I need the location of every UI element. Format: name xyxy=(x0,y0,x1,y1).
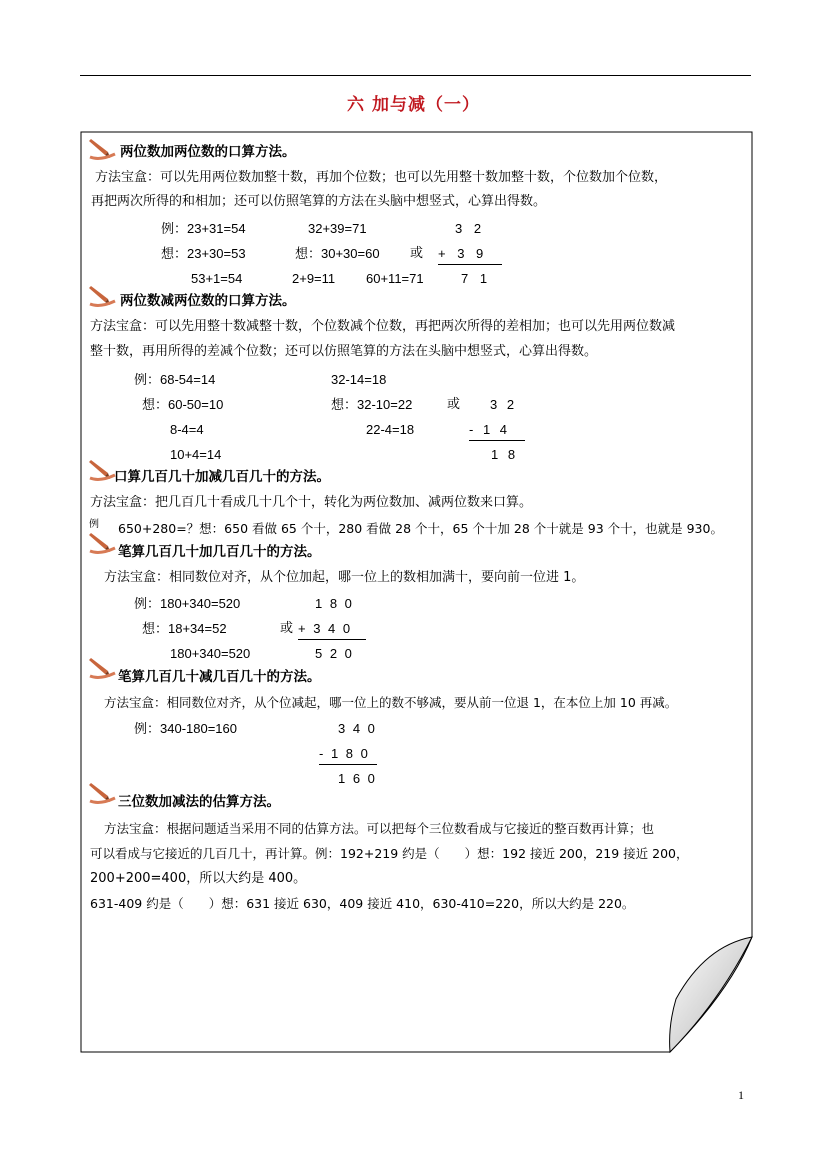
s1-text-2: 再把两次所得的和相加；还可以仿照笔算的方法在头脑中想竖式，心算出得数。 xyxy=(91,194,547,209)
s4-or: 或 xyxy=(280,621,294,636)
pen-writing-icon xyxy=(88,654,118,680)
header-rule xyxy=(80,75,751,76)
s6-text-2: 可以看成与它接近的几百几十，再计算。例：192+219 约是（ ）想：192 接近 200，219 接近 200， xyxy=(90,846,689,861)
pen-writing-icon xyxy=(88,282,118,308)
s1-line3-c: 60+11=71 xyxy=(366,271,424,286)
s1-line3-a: 53+1=54 xyxy=(191,271,243,286)
s1-vertical-top: 3 2 xyxy=(455,221,482,236)
s3-heading: 口算几百几十加减几百几十的方法。 xyxy=(114,469,330,485)
s5-example-a: 例：340-180=160 xyxy=(134,721,237,736)
s1-or: 或 xyxy=(410,246,424,261)
s5-heading: 笔算几百几十减几百几十的方法。 xyxy=(118,669,321,685)
s3-text-1: 方法宝盒：把几百几十看成几十几个十，转化为两位数加、减两位数来口算。 xyxy=(90,495,533,510)
s4-vertical-result: 5 2 0 xyxy=(315,646,352,661)
s2-vertical-result: 1 8 xyxy=(491,447,516,462)
s4-vertical-mid: + 3 4 0 xyxy=(298,620,366,640)
pen-writing-icon xyxy=(88,779,118,805)
pen-writing-icon xyxy=(88,135,118,161)
page-title: 六 加与减（一） xyxy=(347,95,480,115)
s1-example-b: 32+39=71 xyxy=(308,221,367,236)
s2-or: 或 xyxy=(447,397,461,412)
s6-text-4: 631-409 约是（ ）想：631 接近 630，409 接近 410，630-410=220，所以大约是 220。 xyxy=(90,896,635,911)
s4-text-1: 方法宝盒：相同数位对齐，从个位加起，哪一位上的数相加满十，要向前一位进 1。 xyxy=(104,570,585,585)
s4-example-a: 例：180+340=520 xyxy=(134,596,241,611)
s1-vertical-mid: + 3 9 xyxy=(438,245,502,265)
s2-example-b: 32-14=18 xyxy=(331,372,387,387)
s2-think-a: 想：60-50=10 xyxy=(142,397,224,412)
s2-vertical-mid: - 1 4 xyxy=(469,421,525,441)
s1-line3-b: 2+9=11 xyxy=(292,271,336,286)
s2-text-1: 方法宝盒：可以先用整十数减整十数，个位数减个位数，再把两次所得的差相加；也可以先用两位数减 xyxy=(90,319,676,334)
s1-think-b: 想：30+30=60 xyxy=(295,246,380,261)
s2-example-a: 例：68-54=14 xyxy=(134,372,216,387)
s5-vertical-mid: - 1 8 0 xyxy=(319,745,377,765)
s1-vertical-result: 7 1 xyxy=(461,271,488,286)
s5-vertical-result: 1 6 0 xyxy=(338,771,375,786)
s1-heading: 两位数加两位数的口算方法。 xyxy=(120,144,296,160)
s4-line3-a: 180+340=520 xyxy=(170,646,251,661)
page-number: 1 xyxy=(738,1088,744,1102)
pen-writing-icon xyxy=(88,529,118,555)
s2-vertical-top: 3 2 xyxy=(490,397,515,412)
s4-heading: 笔算几百几十加几百几十的方法。 xyxy=(118,544,321,560)
s1-think-a: 想：23+30=53 xyxy=(161,246,246,261)
s1-example-a: 例：23+31=54 xyxy=(161,221,246,236)
s4-think-a: 想：18+34=52 xyxy=(142,621,227,636)
s3-example-prefix: 例 xyxy=(89,519,99,530)
content-frame xyxy=(80,131,753,1053)
s2-text-2: 整十数，再用所得的差减个位数；还可以仿照笔算的方法在头脑中想竖式，心算出得数。 xyxy=(90,344,598,359)
s2-line4-a: 10+4=14 xyxy=(170,447,222,462)
s3-example: 650+280=？想：650 看做 65 个十，280 看做 28 个十，65 个十加 28 个十就是 93 个十，也就是 930。 xyxy=(118,521,723,536)
s6-text-1: 方法宝盒：根据问题适当采用不同的估算方法。可以把每个三位数看成与它接近的整百数再计算；也 xyxy=(104,821,655,836)
s2-line3-a: 8-4=4 xyxy=(170,422,204,437)
s5-vertical-top: 3 4 0 xyxy=(338,721,375,736)
s5-text-1: 方法宝盒：相同数位对齐，从个位减起，哪一位上的数不够减，要从前一位退 1，在本位上加 10 再减。 xyxy=(104,695,678,710)
s6-text-3: 200+200=400，所以大约是 400。 xyxy=(90,871,307,886)
s1-text-1: 方法宝盒：可以先用两位数加整十数，再加个位数；也可以先用整十数加整十数，个位数加个位数， xyxy=(95,170,668,185)
s2-think-b: 想：32-10=22 xyxy=(331,397,413,412)
s4-vertical-top: 1 8 0 xyxy=(315,596,352,611)
s2-line3-b: 22-4=18 xyxy=(366,422,415,437)
s2-heading: 两位数减两位数的口算方法。 xyxy=(120,293,296,309)
s6-heading: 三位数加减法的估算方法。 xyxy=(118,794,280,810)
